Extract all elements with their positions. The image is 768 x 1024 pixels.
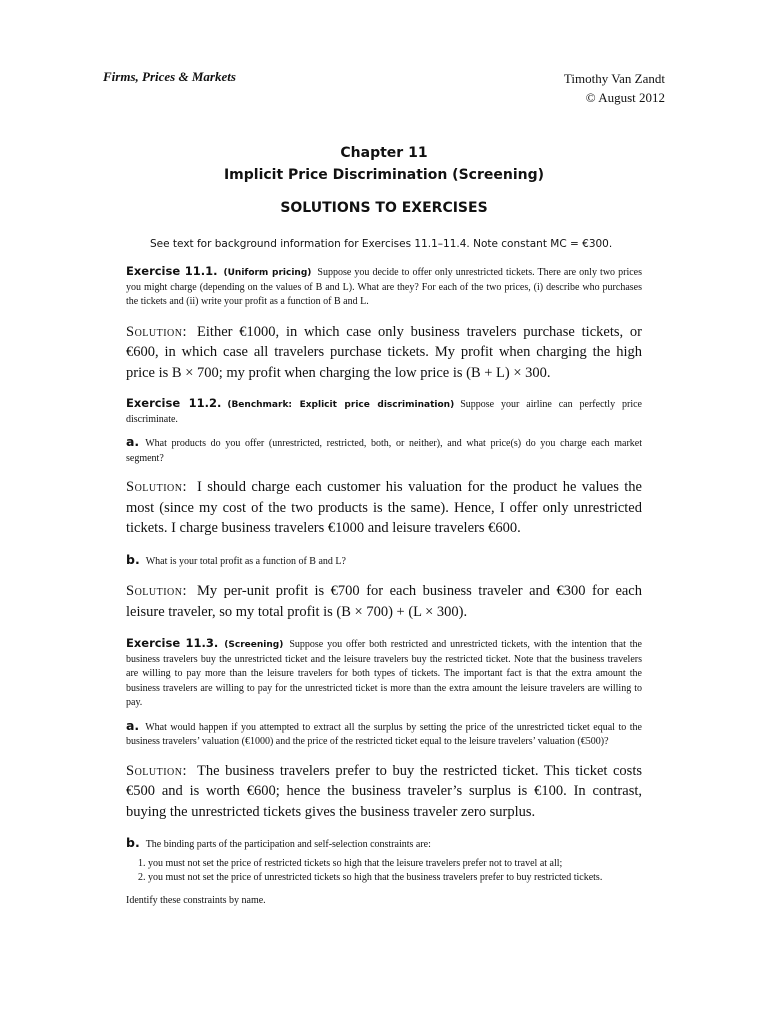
solution-11-1 [126,322,642,384]
solution-label: Solution: [126,323,188,340]
constraint-item: 1. you must not set the price of restricted tickets so high that the leisure travelers prefer not to travel at all; [148,857,642,872]
solutions-heading: SOLUTIONS TO EXERCISES [280,200,488,216]
author-name: Timothy Van Zandt [563,71,665,86]
exercise-11-2b [126,553,642,570]
chapter-number: Chapter 11 [340,145,428,161]
exercise-label: Exercise 11.2. [126,396,222,410]
solution-11-3a [126,761,642,823]
exercise-text: Suppose your airline can perfectly price discriminate. [126,399,642,425]
solution-11-2a [126,477,642,539]
part-label: a. [126,717,140,733]
chapter-title: Implicit Price Discrimination (Screening) [223,167,545,183]
exercise-label: Exercise 11.3. [126,636,219,650]
exercise-11-3 [126,636,642,711]
solution-label: Solution: [126,762,188,779]
exercise-11-2a [126,435,642,466]
part-label: a. [126,434,140,449]
solution-label: Solution: [126,583,188,599]
constraint-item: 2. you must not set the price of unrestricted tickets so high that the business travelers prefer to buy restricted tickets. [148,871,642,886]
solution-text: I should charge each customer his valuation for the product he values the most (since my cost of the two products is the same). Hence, I offer only unrestricted tickets. I charge business travelers €1000 and leisure travelers €600. [126,479,642,536]
exercise-11-3a [126,719,642,750]
exercise-11-3b [126,836,642,853]
exercise-11-1 [126,264,642,310]
closing-instruction: Identify these constraints by name. [126,894,266,906]
title-block [0,142,768,219]
solution-text: The business travelers prefer to buy the restricted ticket. This ticket costs €500 and is worth €600; hence the business traveler’s surplus is €100. In contrast, buying the unrestricted tickets gives the business traveler zero surplus. [126,762,642,820]
author-block [564,69,665,107]
part-text: What products do you offer (unrestricted, restricted, both, or neither), and what price(s) do you charge each market segment? [126,438,642,464]
solution-11-2b [126,581,642,622]
exercise-11-2 [126,396,642,427]
part-text: The binding parts of the participation and self-selection constraints are: [145,839,431,850]
exercise-text: Suppose you offer both restricted and unrestricted tickets, with the intention that the business travelers buy the unrestricted ticket and the leisure travelers buy the restricted ticket. Note that the business travelers are willing to pay more than the leisure travelers for both types of tickets. The important fact is that the extra amount the business travelers are willing to pay for the unrestricted ticket is more than the extra amount the leisure travelers are willing to pay. [126,639,642,708]
part-text: What is your total profit as a function of B and L? [145,555,346,567]
exercise-tag: (Screening) [224,640,284,650]
exercise-tag: (Benchmark: Explicit price discrimination) [227,400,455,410]
exercise-text: Suppose you decide to offer only unrestricted tickets. There are only two prices you might charge (depending on the values of B and L). What are they? For each of the two prices, (i) describe who purchases the tickets and (ii) write your profit as a function of B and L. [126,267,643,307]
constraint-list [126,857,642,886]
part-label: b. [126,551,140,567]
course-title: Firms, Prices & Markets [103,69,236,84]
solution-text: My per-unit profit is €700 for each business traveler and €300 for each leisure traveler, so my total profit is (B × 700) + (L × 300). [126,583,642,620]
exercise-label: Exercise 11.1. [126,264,218,278]
solution-label: Solution: [126,479,188,495]
page-body [126,238,642,908]
intro-note: See text for background information for Exercises 11.1–11.4. Note constant MC = €300. [150,238,613,250]
part-label: b. [126,835,140,850]
copyright-date: © August 2012 [585,90,665,105]
part-text: What would happen if you attempted to extract all the surplus by setting the price of the unrestricted ticket equal to the business travelers’ valuation (€1000) and the price of the restricted ticket equal to the leisure travelers’ valuation (€500)? [126,721,642,747]
solution-text: Either €1000, in which case only business travelers purchase tickets, or €600, in which case all travelers purchase tickets. My profit when charging the high price is B × 700; my profit when charging the low price is (B + L) × 300. [126,323,642,381]
exercise-tag: (Uniform pricing) [223,268,312,278]
